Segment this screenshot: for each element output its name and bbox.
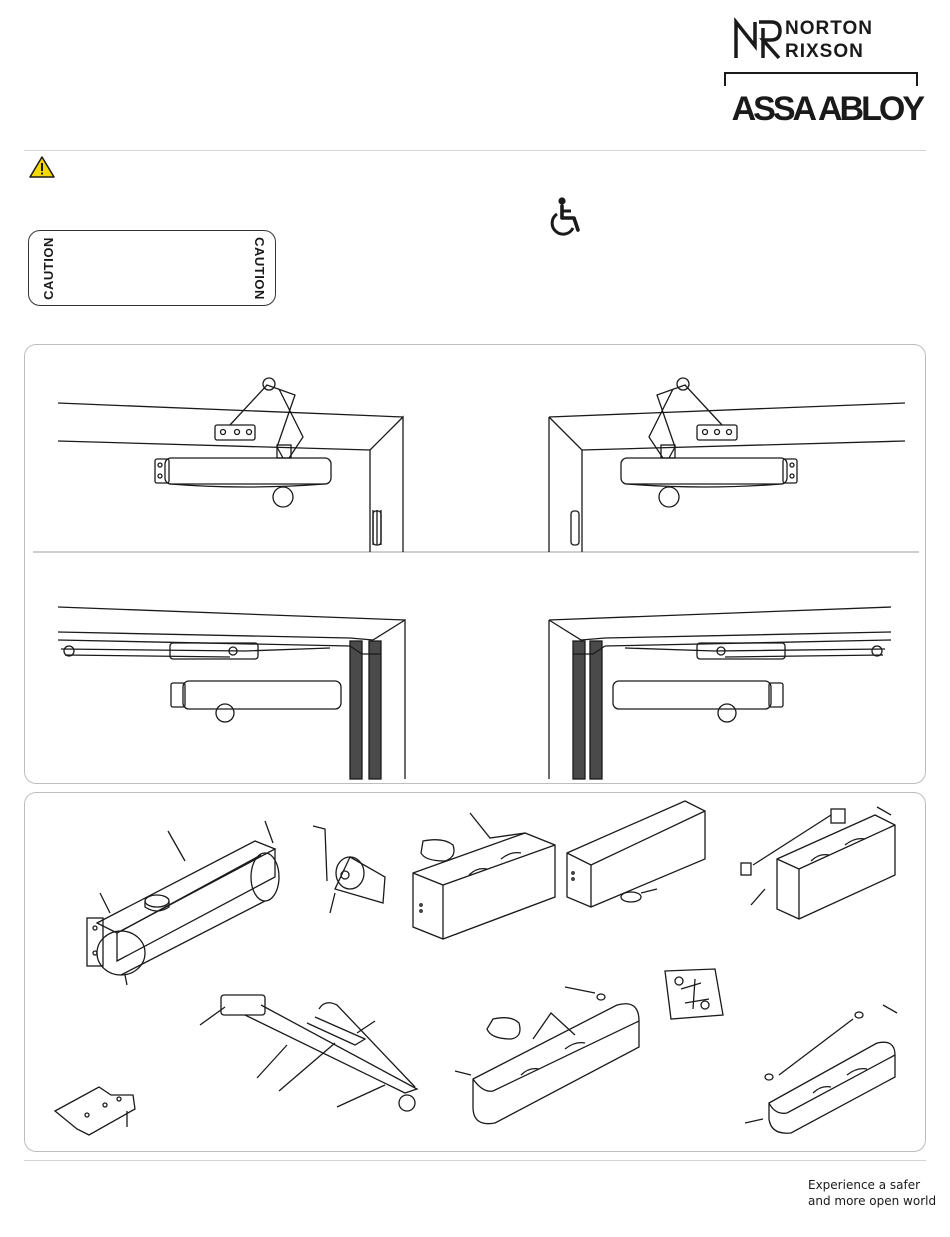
brand-name-line2: RIXSON (785, 41, 864, 62)
hardware-bag-figure (665, 969, 723, 1019)
figure-bottom-left (58, 607, 405, 779)
metal-cover-clips-figure (745, 1005, 897, 1133)
figure-top-right (549, 378, 905, 552)
arm-assembly-figure (200, 995, 417, 1111)
wheelchair-accessibility-icon (548, 196, 586, 238)
figure-bottom-right (549, 607, 891, 779)
header-divider (24, 150, 926, 151)
mounting-figures (25, 345, 927, 785)
component-figures (25, 793, 927, 1153)
metal-cover-figure (455, 987, 639, 1124)
caution-label-box (28, 230, 276, 306)
cover-clips-figure (741, 807, 895, 919)
tagline-line1: Experience a safer (808, 1178, 921, 1192)
warning-triangle-icon (29, 155, 55, 179)
mounting-bracket-figure (55, 1087, 135, 1135)
closer-body-figure (87, 821, 327, 985)
assa-abloy-logo: ASSA ABLOY (731, 90, 922, 128)
footer-divider (24, 1160, 926, 1161)
plastic-cover-figure (413, 813, 555, 939)
nr-monogram-icon (733, 16, 783, 62)
brand-name-line1: NORTON (785, 18, 873, 39)
tagline-line2: and more open world (808, 1194, 937, 1208)
caution-text-left: CAUTION (40, 237, 56, 300)
figure-top-left (58, 378, 403, 552)
valve-detail-figure (330, 857, 385, 913)
components-panel (24, 792, 926, 1152)
caution-text-right: CAUTION (252, 237, 268, 300)
mounting-illustrations-panel (24, 344, 926, 784)
footer-tagline (808, 1177, 938, 1209)
cover-back-figure (567, 801, 705, 907)
norton-rixson-logo (733, 16, 923, 66)
logo-bracket (724, 72, 918, 86)
